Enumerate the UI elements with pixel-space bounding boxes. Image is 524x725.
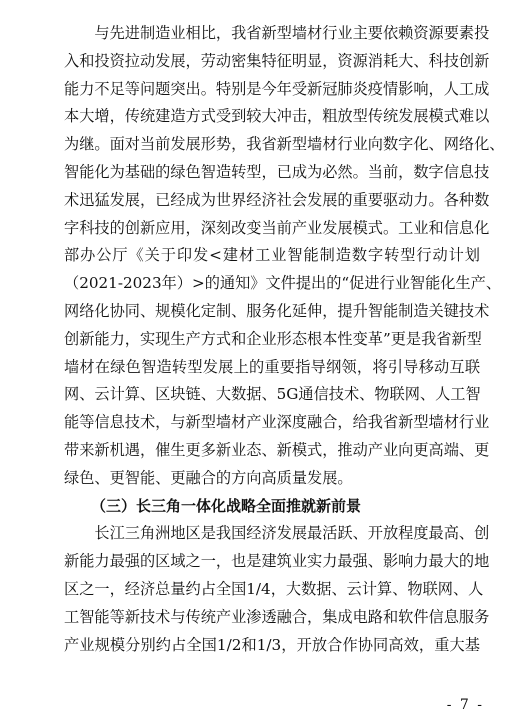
text-line: 入和投资拉动发展，劳动密集特征明显，资源消耗大、科技创新 (64, 51, 490, 70)
paragraph-end-line: 绿色、更智能、更融合的方向高质量发展。 (64, 468, 353, 487)
text-line: 网络化协同、规模化定制、服务化延伸，提升智能制造关键技术 (64, 301, 490, 320)
section-heading: （三）长三角一体化战略全面推就新前景 (91, 496, 362, 515)
text-line: 与先进制造业相比，我省新型墙材行业主要依赖资源要素投 (64, 24, 490, 42)
text-line: 部办公厅《关于印发<建材工业智能制造数字转型行动计划 (64, 246, 480, 265)
text-line: （2021-2023年）>的通知》文件提出的“促进行业智能化生产、 (64, 274, 502, 293)
text-line: 区之一，经济总量约占全国1/4，大数据、云计算、物联网、人 (64, 579, 484, 598)
text-line: 术迅猛发展，已经成为世界经济社会发展的重要驱动力。各种数 (64, 190, 490, 209)
text-line: 字科技的创新应用，深刻改变当前产业发展模式。工业和信息化 (64, 218, 490, 237)
text-line: 带来新机遇，催生更多新业态、新模式，推动产业向更高端、更 (64, 440, 490, 459)
text-line: 产业规模分别约占全国1/2和1/3，开放合作协同高效，重大基 (64, 635, 480, 654)
text-line: 新能力最强的区域之一，也是建筑业实力最强、影响力最大的地 (64, 552, 490, 571)
text-line: 本大增，传统建造方式受到较大冲击，粗放型传统发展模式难以 (64, 107, 490, 126)
text-line: 工智能等新技术与传统产业渗透融合，集成电路和软件信息服务 (64, 607, 490, 626)
text-line: 能力不足等问题突出。特别是今年受新冠肺炎疫情影响，人工成 (64, 79, 490, 98)
text-line: 长江三角洲地区是我国经济发展最活跃、开放程度最高、创 (64, 524, 490, 543)
text-line: 墙材在绿色智造转型发展上的重要指导纲领，将引导移动互联 (64, 357, 480, 376)
text-line: 能等信息技术，与新型墙材产业深度融合，给我省新型墙材行业 (64, 413, 490, 432)
text-line: 为继。面对当前发展形势，我省新型墙材行业向数字化、网络化、 (64, 135, 505, 154)
text-line: 创新能力，实现生产方式和企业形态根本性变革”更是我省新型 (64, 329, 482, 348)
text-line: 网、云计算、区块链、大数据、5G通信技术、物联网、人工智 (64, 385, 481, 404)
text-line: 智能化为基础的绿色智造转型，已成为必然。当前，数字信息技 (64, 162, 490, 181)
page-number: - 7 - (446, 697, 484, 713)
document-body (64, 20, 505, 659)
